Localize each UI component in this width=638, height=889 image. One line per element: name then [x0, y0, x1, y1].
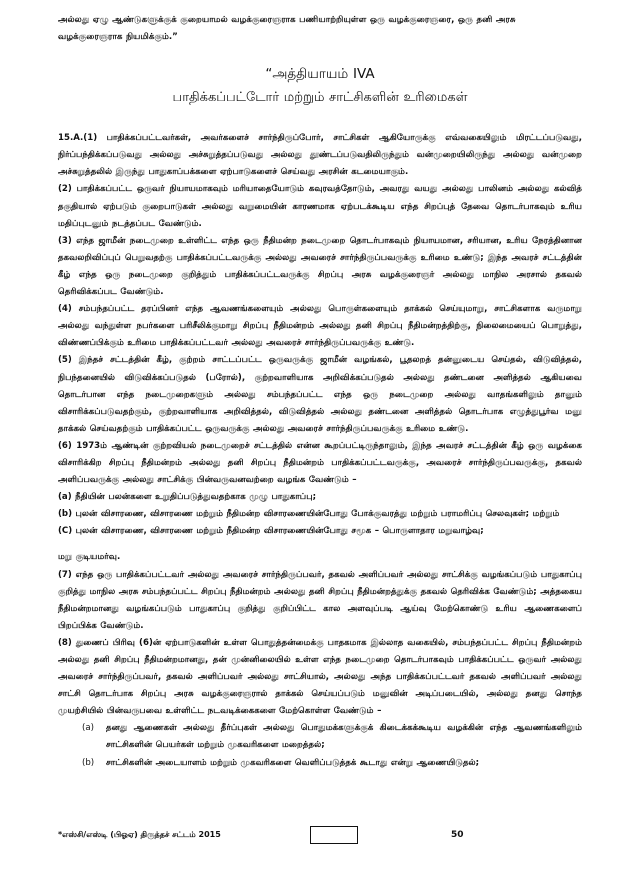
intro-line: அல்லது ஏழு ஆண்டுகளுக்குக் குறையாமல் வழக்குரைஞராக பணியாற்றியுள்ள ஒரு வழக்குரைஞரை, ஒரு தனி அரசு [58, 15, 516, 25]
page-number: 50 [451, 830, 464, 840]
list-item-text: தனது ஆணைகள் அல்லது தீர்ப்புகள் அல்லது பொதுமக்களுக்குக் கிடைக்கக்கூடிய வழக்கின் எந்த ஆவணங்களிலும் சாட்சிகளின் பெயர்கள் மற்றும் முகவரிகளை மறைத்தல்; [106, 723, 582, 751]
list-item-text: சாட்சிகளின் அடையாளம் மற்றும் முகவரிகளை வெளிப்படுத்தக் கூடாது என்று ஆணையிடுதல்; [106, 757, 480, 768]
list-item-label: (b) [82, 757, 95, 768]
section-paragraph: 15.A.(1) பாதிக்கப்பட்டவர்கள், அவர்களைச் சார்ந்திருப்போர், சாட்சிகள் ஆகியோருக்கு எவ்வகையிலும் மிரட்டப்படுவது, நிர்ப்பந்திக்கப்படுவது அல்லது அச்சுறுத்தப்படுவது அல்லது தூண்டப்படுவதிலிருந்தும் வன்முறையிலிருந்து அல்லது வன்முறை அச்சுறுத்தலில் இருந்து பாதுகாப்பக்களை ஏற்பாடுகளைச் செய்வது அரசின் கடமையாகும். [58, 133, 582, 178]
chapter-heading [58, 62, 582, 110]
intro-line: வழக்குரைஞராக நியமிக்கும்.” [58, 32, 178, 43]
footer-box [310, 826, 358, 844]
clause-line: (C) புலன் விசாரணை, விசாரணை மற்றும் நீதிமன்ற விசாரணையின்போது சமூக – பொருளாதார மறுவாழ்வு; [58, 526, 484, 537]
footer-act-title: *எஸ்சி/எஸ்டி (பிஓஏ) திருத்தச் சட்டம் 2015 [58, 830, 221, 839]
chapter-subtitle: பாதிக்கப்பட்டோர் மற்றும் சாட்சிகளின் உரிமைகள் [172, 90, 468, 106]
section-paragraph: (2) பாதிக்கப்பட்ட ஒருவர் நியாயமாகவும் மரியாதையோடும் கவுரவத்தோடும், அவரது வயது அல்லது பாலினம் அல்லது கல்வித் தகுதியால் ஏற்படும் குறைபாடுகள் அல்லது வறுமையின் காரணமாக ஏற்படக்கூடிய எந்த சிறப்புத் தேவை தொடர்பாகவும் உரிய மதிப்புடனும் நடத்தப்பட வேண்டும். [58, 184, 582, 229]
section-paragraph: (7) எந்த ஒரு பாதிக்கப்பட்டவர் அல்லது அவரைச் சார்ந்திருப்பவர், தகவல் அளிப்பவர் அல்லது சாட்சிக்கு வழங்கப்படும் பாதுகாப்பு குறித்து மாநில அரசு சம்பந்தப்பட்ட சிறப்பு நீதிமன்றம் அல்லது தனி சிறப்பு நீதிமன்றத்துக்கு தகவல் தெரிவிக்க வேண்டும்; அத்தகைய நீதிமன்றமானது வழங்கப்படும் பாதுகாப்பு குறித்து குறிப்பிட்ட கால அளவுப்படி ஆய்வு மேற்கொண்டு உரிய ஆணைகளைப் பிறப்பிக்க வேண்டும். [58, 569, 582, 631]
clause-line: (a) நீதியின் பலன்களை உறுதிப்படுத்துவதற்காக முழு பாதுகாப்பு; [58, 492, 317, 503]
section-paragraph: (4) சம்பந்தப்பட்ட தரப்பினர் எந்த ஆவணங்களையும் அல்லது பொருள்களையும் தாக்கல் செய்யுமாறு, சாட்சிகளாக வருமாறு அல்லது வந்துள்ள நபர்களை பரிசீலிக்குமாறு சிறப்பு நீதிமன்றம் அல்லது தனி சிறப்பு நீதிமன்றத்திற்கு, நிலைமையைப் பொறுத்து, விண்ணப்பிக்கும் உரிமை பாதிக்கப்பட்டவர் அல்லது அவரைச் சார்ந்திருப்பவருக்கு உண்டு. [58, 304, 582, 349]
paragraph-gap [58, 540, 582, 549]
page-content [58, 12, 582, 772]
list-item-label: (a) [82, 723, 94, 734]
section-paragraph: (8) துணைப் பிரிவு (6)ன் ஏற்பாடுகளின் உள்ள பொதுத்தன்மைக்கு பாதகமாக இல்லாத வகையில், சம்பந்தப்பட்ட சிறப்பு நீதிமன்றம் அல்லது தனி சிறப்பு நீதிமன்றமானது, தன் முன்னிலையில் உள்ள எந்த நடைமுறை தொடர்பாகவும் பாதிக்கப்பட்ட ஒருவர் அல்லது அவரைச் சார்ந்திருப்பவர், தகவல் அளிப்பவர் அல்லது சாட்சியால், அல்லது அந்த பாதிக்கப்பட்டவர் தகவல் அளிப்பவர் அல்லது சாட்சி தொடர்பாக சிறப்பு அரசு வழக்குரைஞரால் தாக்கல் செய்யப்படும் மனுவின் அடிப்படையில், அல்லது தனது சொந்த முயற்சியில் பின்வருபவை உள்ளிட்ட நடவடிக்கைகளை மேற்கொள்ள வேண்டும் – [58, 637, 582, 717]
clause-line: (b) புலன் விசாரணை, விசாரணை மற்றும் நீதிமன்ற விசாரணையின்போது போக்குவரத்து மற்றும் பராமரிப்பு செலவுகள்; மற்றும் [58, 509, 560, 520]
list-item [58, 755, 582, 772]
section-paragraph: (5) இந்தச் சட்டத்தின் கீழ், குற்றம் சாட்டப்பட்ட ஒருவருக்கு ஜாமீன் வழங்கல், பூதலறத் தன்னுடைய செய்தல், விடுவித்தல், நிபந்தனையில் விடுவிக்கப்படுதல் (பரோல்), குற்றவாளியாக அறிவிக்கப்படுதல் அல்லது தண்டனை அளித்தல் ஆகியவை தொடர்பான எந்த நடைமுறைகளும் அல்லது சம்பந்தப்பட்ட எந்த ஒரு நடைமுறை அல்லது வாதங்களிலும் தானும் விசாரிக்கப்படுவதற்கும், குற்றவாளியாக அறிவித்தல், விடுவித்தல் அல்லது தண்டனை அளித்தல் தொடர்பாக எழுத்துபூர்வ மனு தாக்கல் செய்வதற்கும் பாதிக்கப்பட்ட ஒருவருக்கு அல்லது அவரைச் சார்ந்திருப்பவருக்கு உரிமை உண்டு. [58, 355, 582, 434]
chapter-title: “அத்தியாயம் IVA [265, 66, 375, 83]
list-item [58, 720, 582, 754]
clause-line: மறு குடியமர்வு. [58, 552, 121, 563]
section-paragraph: (3) எந்த ஜாமீன் நடைமுறை உள்ளிட்ட எந்த ஒரு நீதிமன்ற நடைமுறை தொடர்பாகவும் நியாயமான, சரியான, உரிய நேரத்தினான தகவலறிவிப்புப் பெறுவதற்கு பாதிக்கப்பட்டவருக்கு அல்லது அவரைச் சார்ந்திருப்பவருக்கு உரிமை உண்டு; இந்த அவரச் சட்டத்தின் கீழ் எந்த ஒரு நடைமுறை குறித்தும் பாதிக்கப்பட்டவருக்கு சிறப்பு அரசு வழக்குரைஞர் அல்லது மாநில அரசால் தகவல் தெரிவிக்கப்பட வேண்டும். [58, 235, 582, 298]
page-footer [58, 826, 580, 846]
section-paragraph: (6) 1973ம் ஆண்டின் குற்றவியல் நடைமுறைச் சட்டத்தில் என்ன கூறப்பட்டிருந்தாலும், இந்த அவரச் சட்டத்தின் கீழ் ஒரு வழக்கை விசாரிக்கிற சிறப்பு நீதிமன்றம் அல்லது தனி சிறப்பு நீதிமன்றம் பாதிக்கப்பட்டவருக்கு, அவரைச் சார்ந்திருப்பவருக்கு, தகவல் அளிப்பவருக்கு அல்லது சாட்சிக்கு பின்வருவனவற்றை வழங்க வேண்டும் – [58, 440, 582, 486]
